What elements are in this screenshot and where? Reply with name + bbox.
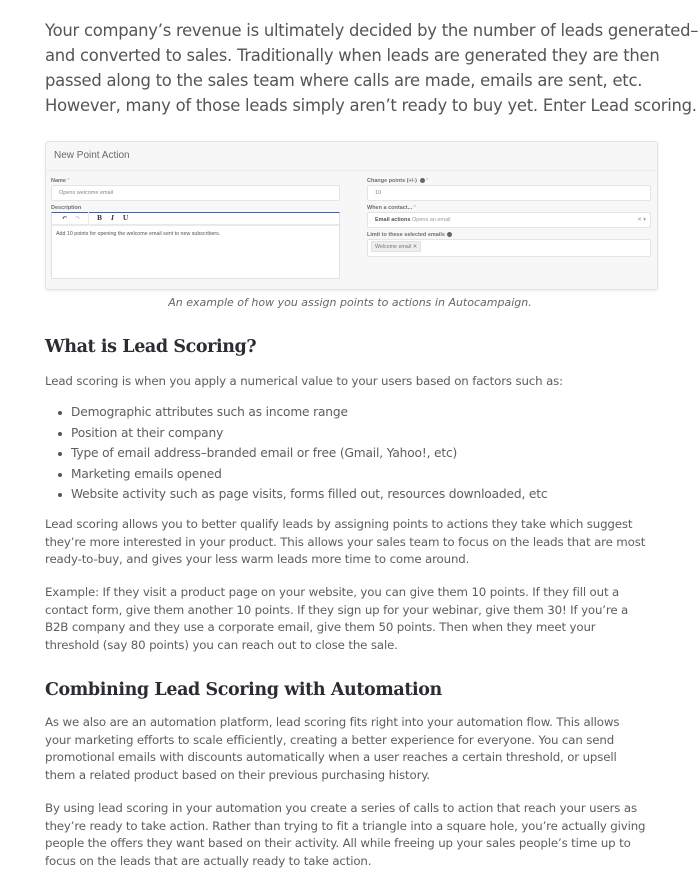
section1-paragraph-2: Example: If they visit a product page on your website, you can give them 10 points. If they fill out a contact form, give them another 10 points. If they sign up for your webinar, give them 30! If you’re a B2B company and they use a corporate email, give them 50 points. Then when they meet your threshold (say 80 points) you can reach out to close the sale. xyxy=(45,585,629,652)
heading-combining-lead-scoring: Combining Lead Scoring with Automation xyxy=(45,680,442,700)
underline-icon: U xyxy=(122,215,129,222)
section1-intro: Lead scoring is when you apply a numerical value to your users based on factors such as: xyxy=(45,374,563,388)
select-category: Email actions xyxy=(375,217,411,223)
undo-icon: ↶ xyxy=(61,216,68,222)
when-contact-label: When a contact... * xyxy=(367,205,416,211)
new-point-action-screenshot xyxy=(45,141,658,290)
toolbar-divider xyxy=(88,212,89,225)
help-icon xyxy=(447,232,452,237)
intro-paragraph xyxy=(45,18,699,118)
description-editor xyxy=(51,212,340,279)
bold-icon: B xyxy=(96,215,103,222)
form-title: New Point Action xyxy=(46,142,657,171)
italic-icon: I xyxy=(111,215,114,222)
help-icon xyxy=(420,178,425,183)
clear-dropdown-icon: ✕ ▾ xyxy=(637,217,646,223)
required-mark: * xyxy=(426,178,429,184)
list-item: Website activity such as page visits, forms filled out, resources downloaded, etc xyxy=(57,484,547,505)
list-item: Marketing emails opened xyxy=(57,464,547,485)
intro-line: Your company’s revenue is ultimately decided by the number of leads generated– xyxy=(45,21,699,40)
heading-what-is-lead-scoring: What is Lead Scoring? xyxy=(45,337,257,357)
factors-list xyxy=(57,402,547,505)
select-value: Opens an email xyxy=(412,217,451,223)
change-points-label: Change points (+/-) * xyxy=(367,178,429,184)
section1-paragraph-1: Lead scoring allows you to better qualify leads by assigning points to actions they take which suggest they’re more interested in your product. This allows your sales team to focus on the leads that are most ready-to-buy, and gives your less warm leads more time to come around. xyxy=(45,517,646,566)
limit-emails-label: Limit to these selected emails xyxy=(367,231,651,239)
tag-remove-icon: ✕ xyxy=(412,244,418,250)
section2-paragraph-2: By using lead scoring in your automation you create a series of calls to action that reach your users as they’re ready to take action. Rather than trying to fit a triangle into a square hole, you’re actually giving people the offers they want based on their activity. All while freeing up your sales people’s time up to focus on the leads that are actually ready to take action. xyxy=(45,801,646,868)
description-text: Add 10 points for opening the welcome email sent to new subscribers. xyxy=(56,231,221,237)
list-item: Position at their company xyxy=(57,423,547,444)
when-contact-select xyxy=(367,212,651,228)
form-right-column xyxy=(367,177,651,260)
intro-line: passed along to the sales team where calls are made, emails are sent, etc. xyxy=(45,71,643,90)
section2-paragraph-1: As we also are an automation platform, lead scoring fits right into your automation flow. This allows your marketing efforts to scale efficiently, creating a better experience for everyone. You can send promotional emails with discounts automatically when a user reaches a certain threshold, or upsell them a related product based on their previous purchasing history. xyxy=(45,715,620,782)
required-mark: * xyxy=(413,205,416,211)
form-left-column xyxy=(51,177,340,279)
editor-toolbar xyxy=(52,213,339,226)
redo-icon: ↷ xyxy=(74,216,81,222)
list-item: Type of email address–branded email or free (Gmail, Yahoo!, etc) xyxy=(57,443,547,464)
description-label: Description xyxy=(51,205,82,211)
required-mark: * xyxy=(67,178,70,184)
intro-line: and converted to sales. Traditionally when leads are generated they are then xyxy=(45,46,660,65)
limit-emails-input xyxy=(367,239,651,257)
figure-caption: An example of how you assign points to actions in Autocampaign. xyxy=(168,296,532,309)
change-points-input: 10 xyxy=(367,185,651,201)
name-input: Opens welcome email xyxy=(51,185,340,201)
selected-email-tag: Welcome email ✕ xyxy=(371,241,421,252)
name-label: Name * xyxy=(51,178,70,184)
list-item: Demographic attributes such as income range xyxy=(57,402,547,423)
intro-line: However, many of those leads simply aren’t ready to buy yet. Enter Lead scoring. xyxy=(45,96,697,115)
